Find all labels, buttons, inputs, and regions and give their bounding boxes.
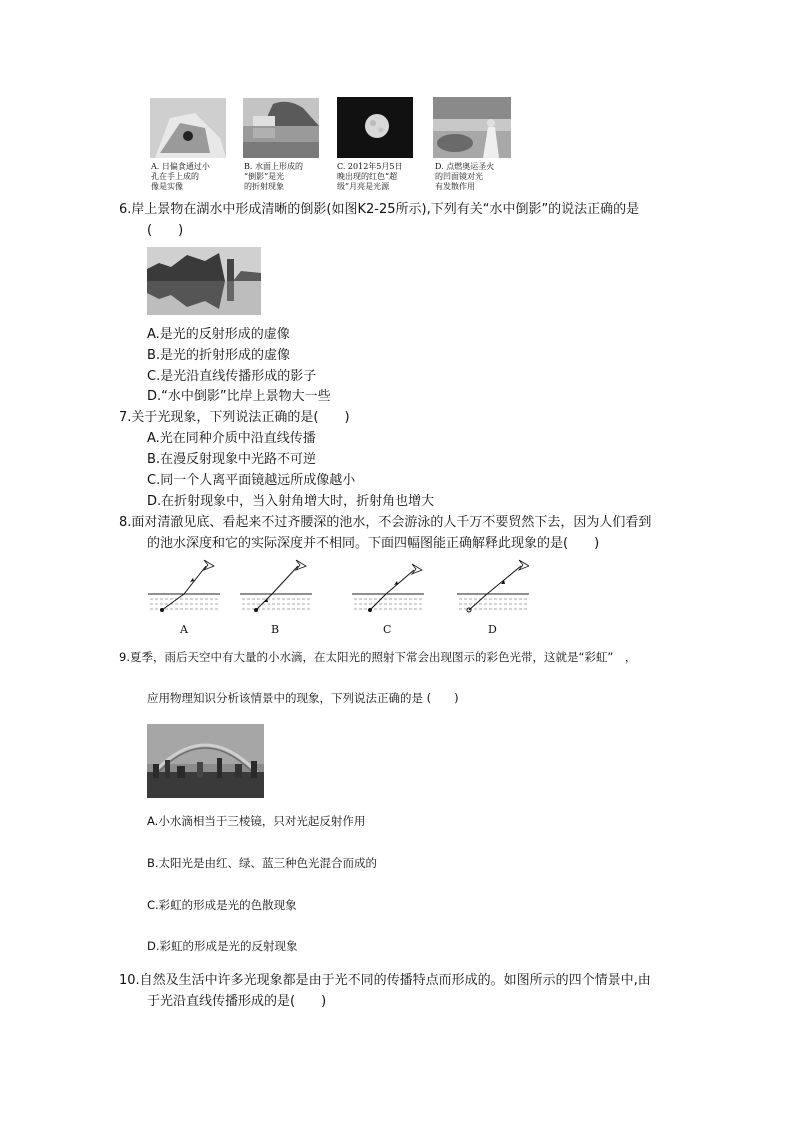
caption-d: D. 点燃奥运圣火 的凹面镜对光 有发散作用 xyxy=(435,162,495,191)
q9-option-b: B.太阳光是由红、绿、蓝三种色光混合而成的 xyxy=(147,856,378,870)
photo-super-moon xyxy=(337,97,413,158)
lake-image xyxy=(147,247,261,315)
q8-diagram-b xyxy=(240,556,312,618)
hand-image xyxy=(150,98,226,158)
q8-label-a: A xyxy=(180,623,188,636)
q7-stem: 7.关于光现象，下列说法正确的是( ) xyxy=(119,410,350,425)
q6-lake-reflection-image xyxy=(147,247,261,315)
caption-b: B. 水面上形成的 “倒影”是光 的折射现象 xyxy=(244,162,303,191)
q7-option-d: D.在折射现象中，当入射角增大时，折射角也增大 xyxy=(147,494,435,509)
q9-option-d: D.彩虹的形成是光的反射现象 xyxy=(147,939,298,953)
photo-water-reflection-pavilion xyxy=(243,98,319,158)
photo-olympic-torch xyxy=(433,97,511,158)
q9-stem-line2: 应用物理知识分析该情景中的现象，下列说法正确的是 ( ) xyxy=(147,691,459,705)
q8-diagram-d xyxy=(457,556,529,618)
q8-label-b: B xyxy=(271,623,280,636)
rainbow-city-image xyxy=(147,724,264,798)
q6-option-c: C.是光沿直线传播形成的影子 xyxy=(147,369,317,384)
moon-image xyxy=(337,97,413,158)
q8-diagram-c xyxy=(352,556,424,618)
q8-diagram-a xyxy=(148,556,220,618)
q10-stem-line2: 于光沿直线传播形成的是( ) xyxy=(147,994,327,1009)
torch-image xyxy=(433,97,511,158)
q9-rainbow-image xyxy=(147,724,264,798)
q8-stem-line2: 的池水深度和它的实际深度并不相同。下面四幅图能正确解释此现象的是( ) xyxy=(147,536,600,551)
q9-stem-line1: 9.夏季，雨后天空中有大量的小水滴，在太阳光的照射下常会出现图示的彩色光带，这就是“彩虹” ， xyxy=(119,650,637,664)
caption-a: A. 日偏食通过小 孔在手上成的 像是实像 xyxy=(151,162,210,191)
pavilion-image xyxy=(243,98,319,158)
q6-option-d: D.“水中倒影”比岸上景物大一些 xyxy=(147,389,331,404)
q8-label-d: D xyxy=(488,623,497,636)
q9-option-c: C.彩虹的形成是光的色散现象 xyxy=(147,898,297,912)
q7-option-c: C.同一个人离平面镜越远所成像越小 xyxy=(147,473,356,488)
q7-option-a: A.光在同种介质中沿直线传播 xyxy=(147,431,316,446)
q6-stem-line1: 6.岸上景物在湖水中形成清晰的倒影(如图K2-25所示),下列有关“水中倒影”的说法正确的是 xyxy=(119,202,640,217)
q9-option-a: A.小水滴相当于三棱镜，只对光起反射作用 xyxy=(147,814,366,828)
q6-option-a: A.是光的反射形成的虚像 xyxy=(147,327,290,342)
q10-stem-line1: 10.自然及生活中许多光现象都是由于光不同的传播特点而形成的。如图所示的四个情景中,由 xyxy=(119,973,651,988)
q6-option-b: B.是光的折射形成的虚像 xyxy=(147,348,291,363)
q6-stem-line2: ( ) xyxy=(147,223,184,238)
photo-solar-eclipse-hand xyxy=(150,98,226,158)
caption-c: C. 2012年5月5日 晚出现的红色“超 级”月亮是光源 xyxy=(337,162,403,191)
q8-label-c: C xyxy=(383,623,392,636)
q7-option-b: B.在漫反射现象中光路不可逆 xyxy=(147,452,317,467)
q8-stem-line1: 8.面对清澈见底、看起来不过齐腰深的池水，不会游泳的人千万不要贸然下去，因为人们看到 xyxy=(119,515,652,530)
